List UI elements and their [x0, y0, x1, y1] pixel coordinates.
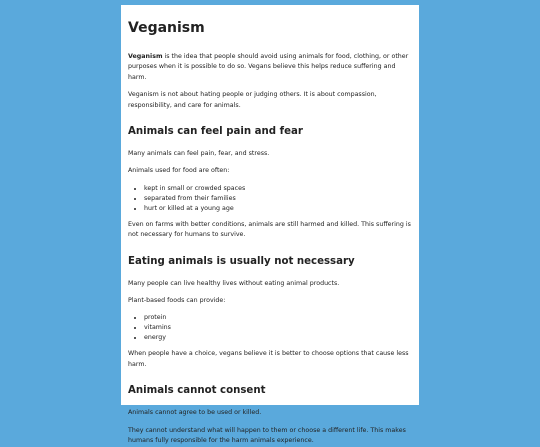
page-title: Veganism	[128, 20, 205, 36]
section-heading: Animals can feel pain and fear	[128, 126, 303, 138]
list-item: • energy	[144, 333, 411, 343]
list-item: • vitamins	[144, 323, 411, 333]
paragraph: They cannot understand what will happen to them or choose a different life. This makes humans fully responsible for the harm animals experience.	[128, 426, 406, 445]
list-item: • hurt or killed at a young age	[144, 204, 411, 214]
paragraph: When people have a choice, vegans believe it is better to choose options that cause less harm.	[128, 350, 409, 368]
paragraph: Even on farms with better conditions, animals are still harmed and killed. This suffering is not necessary for humans to survive.	[128, 220, 411, 239]
paragraph: Plant-based foods can provide:	[128, 297, 226, 305]
intro-paragraph-2: Veganism is not about hating people or judging others. It is about compassion, responsibility, and care for animals.	[128, 91, 377, 109]
article-page	[121, 5, 419, 445]
bullet-list	[128, 184, 411, 214]
paragraph: Many people can live healthy lives without eating animal products.	[128, 279, 340, 287]
section-heading: Eating animals is usually not necessary	[128, 255, 355, 267]
bullet-list	[128, 313, 411, 343]
paragraph: Animals used for food are often:	[128, 167, 230, 175]
list-item: • protein	[144, 313, 411, 323]
paragraph: Animals cannot agree to be used or killed.	[128, 409, 262, 417]
paragraph: Many animals can feel pain, fear, and stress.	[128, 150, 270, 158]
intro-term: Veganism	[128, 53, 163, 60]
intro-paragraph	[128, 52, 411, 83]
list-item: • separated from their families	[144, 194, 411, 204]
intro-text: is the idea that people should avoid using animals for food, clothing, or other purposes when it is possible to do so. Vegans believe this helps reduce suffering and harm.	[128, 53, 409, 81]
section-heading: Animals cannot consent	[128, 385, 266, 397]
list-item: • kept in small or crowded spaces	[144, 184, 411, 194]
